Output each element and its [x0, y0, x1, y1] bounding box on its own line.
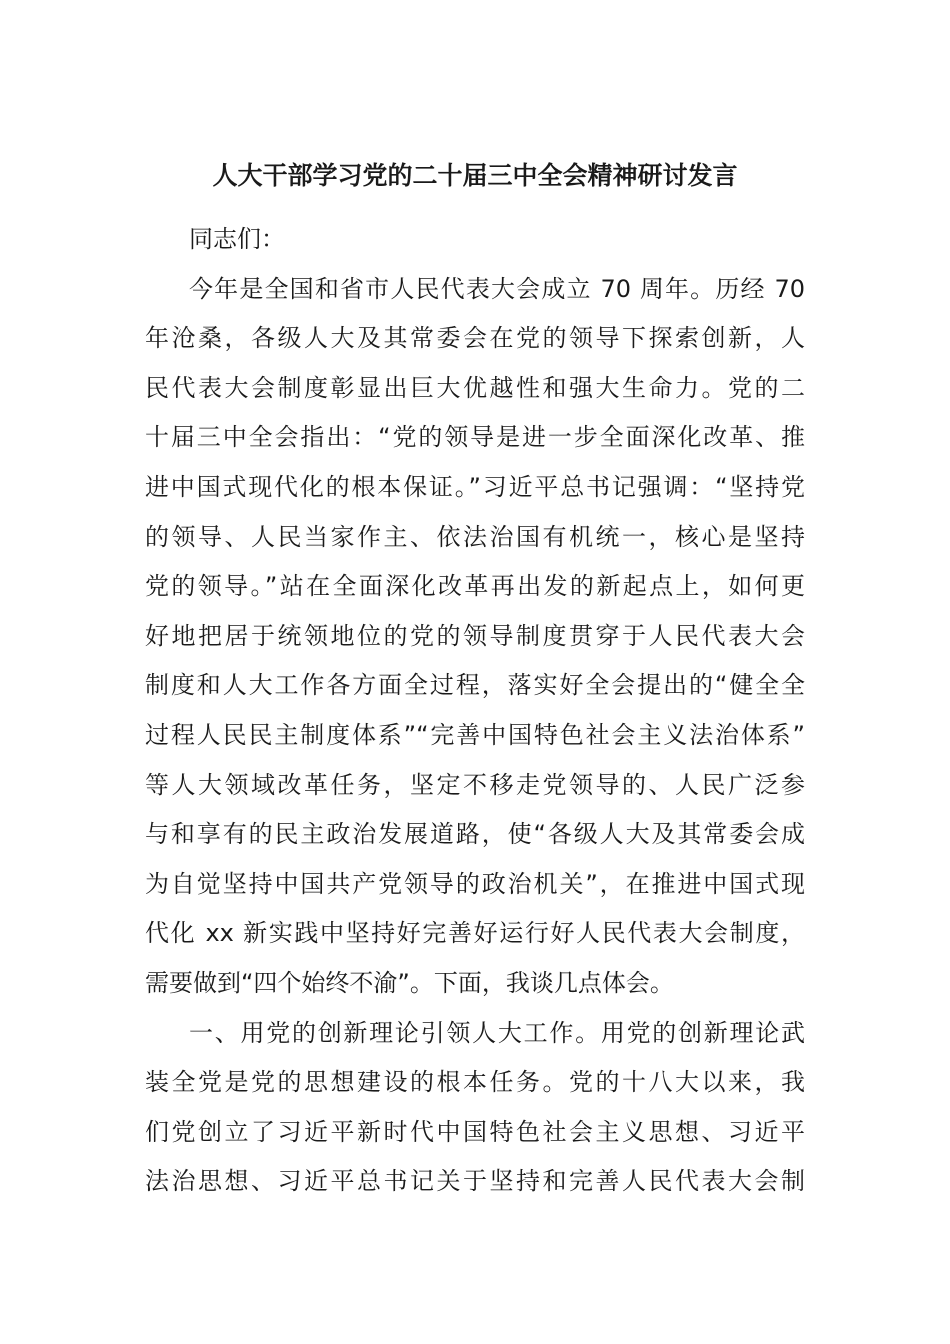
paragraph-line: 年沧桑，各级人大及其常委会在党的领导下探索创新，人 — [145, 324, 805, 353]
section-heading-line: 一、用党的创新理论引领人大工作。用党的创新理论武 — [189, 1018, 805, 1047]
paragraph-line: 制度和人大工作各方面全过程，落实好全会提出的“健全全 — [145, 671, 805, 700]
paragraph-line: 十届三中全会指出：“党的领导是进一步全面深化改革、推 — [145, 423, 805, 452]
paragraph-line: 民代表大会制度彰显出巨大优越性和强大生命力。党的二 — [145, 373, 805, 402]
paragraph-line: 等人大领域改革任务，坚定不移走党领导的、人民广泛参 — [145, 770, 805, 799]
paragraph-line: 党的领导。”站在全面深化改革再出发的新起点上，如何更 — [145, 572, 805, 601]
paragraph-line: 代化 xx 新实践中坚持好完善好运行好人民代表大会制度， — [145, 919, 805, 948]
paragraph-line: 装全党是党的思想建设的根本任务。党的十八大以来，我 — [145, 1068, 805, 1097]
document-title: 人大干部学习党的二十届三中全会精神研讨发言 — [212, 161, 738, 190]
paragraph-line: 为自觉坚持中国共产党领导的政治机关”，在推进中国式现 — [145, 869, 805, 898]
paragraph-line: 进中国式现代化的根本保证。”习近平总书记强调：“坚持党 — [145, 472, 805, 501]
paragraph-line: 需要做到“四个始终不渝”。下面，我谈几点体会。 — [145, 968, 674, 997]
paragraph-line: 法治思想、习近平总书记关于坚持和完善人民代表大会制 — [145, 1167, 805, 1196]
paragraph-line: 今年是全国和省市人民代表大会成立 70 周年。历经 70 — [189, 274, 805, 303]
paragraph-line: 好地把居于统领地位的党的领导制度贯穿于人民代表大会 — [145, 621, 805, 650]
paragraph-line: 过程人民民主制度体系”“完善中国特色社会主义法治体系” — [145, 720, 805, 749]
document-body — [145, 215, 805, 1207]
paragraph-line: 与和享有的民主政治发展道路，使“各级人大及其常委会成 — [145, 820, 805, 849]
salutation: 同志们： — [189, 225, 285, 253]
paragraph-line: 们党创立了习近平新时代中国特色社会主义思想、习近平 — [145, 1117, 805, 1146]
paragraph-line: 的领导、人民当家作主、依法治国有机统一，核心是坚持 — [145, 522, 805, 551]
